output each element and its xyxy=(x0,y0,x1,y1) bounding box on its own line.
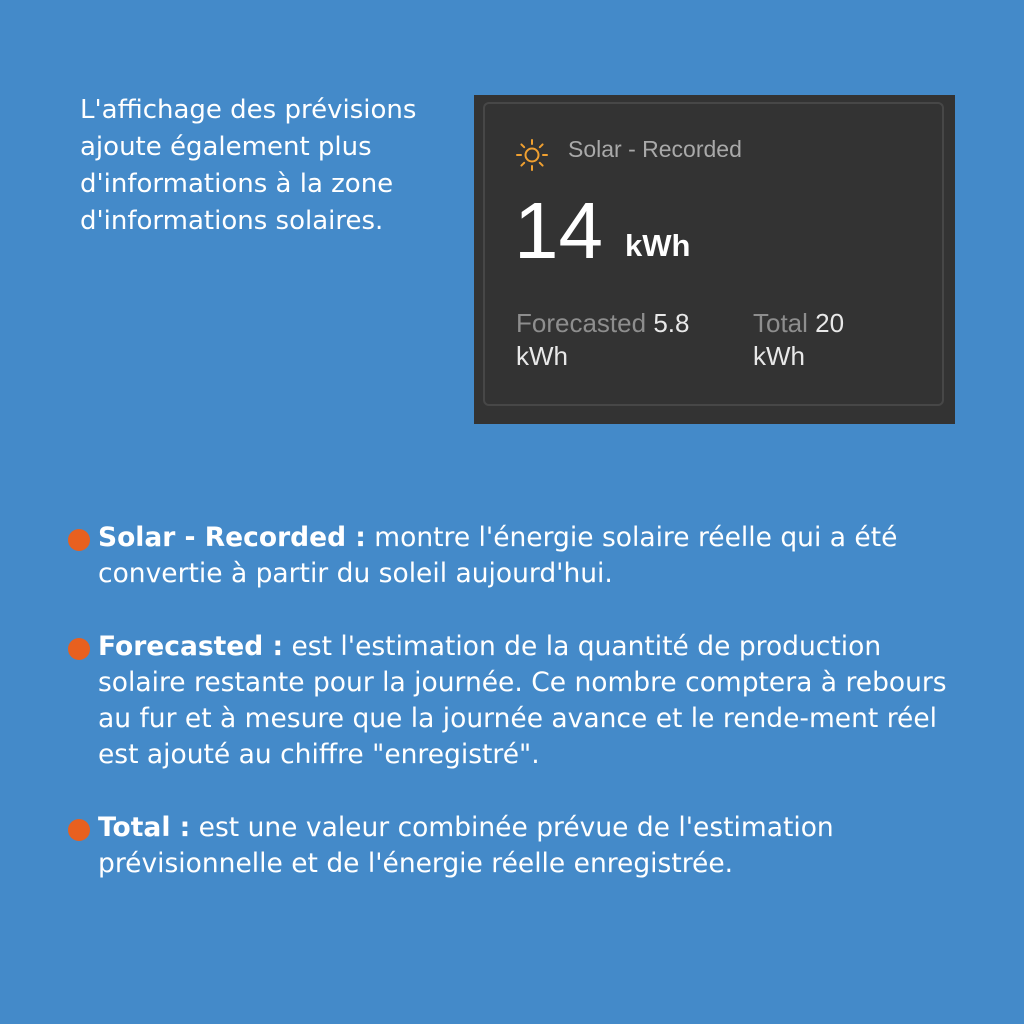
bullet-item-forecasted xyxy=(66,629,966,773)
forecast-label: Forecasted xyxy=(516,308,647,338)
bullet-item-recorded xyxy=(66,520,966,592)
total-stat xyxy=(753,307,933,373)
total-value: 20 xyxy=(815,308,845,338)
bullet-dot-icon xyxy=(68,638,90,660)
widget-title: Solar - Recorded xyxy=(568,136,742,162)
bullet-list xyxy=(66,520,966,919)
bullet-item-total xyxy=(66,810,966,882)
bullet-text: montre l'énergie solaire réelle qui a été convertie à partir du soleil aujourd'hui. xyxy=(98,522,898,589)
sun-icon xyxy=(515,138,549,172)
total-unit: kWh xyxy=(753,341,805,371)
bullet-term: Solar - Recorded : xyxy=(98,522,366,553)
total-label: Total xyxy=(753,308,808,338)
forecast-stat xyxy=(516,307,736,373)
bullet-term: Total : xyxy=(98,812,191,843)
bullet-dot-icon xyxy=(68,819,90,841)
recorded-unit: kWh xyxy=(625,228,691,263)
intro-text: L'affichage des prévisions ajoute également plus d'informations à la zone d'informations solaires. xyxy=(80,95,417,236)
recorded-value: 14 xyxy=(514,186,603,275)
bullet-term: Forecasted : xyxy=(98,631,284,662)
bullet-text: est l'estimation de la quantité de production solaire restante pour la journée. Ce nombre comptera à rebours au fur et à mesure que la journée avance et le rende-ment réel est ajouté au chiffre "enregistré". xyxy=(98,631,947,770)
forecast-value: 5.8 xyxy=(653,308,690,338)
solar-widget xyxy=(474,95,955,424)
solar-widget-frame xyxy=(483,102,944,406)
bullet-dot-icon xyxy=(68,529,90,551)
forecast-unit: kWh xyxy=(516,341,568,371)
bullet-text: est une valeur combinée prévue de l'estimation prévisionnelle et de l'énergie réelle enregistrée. xyxy=(98,812,834,879)
